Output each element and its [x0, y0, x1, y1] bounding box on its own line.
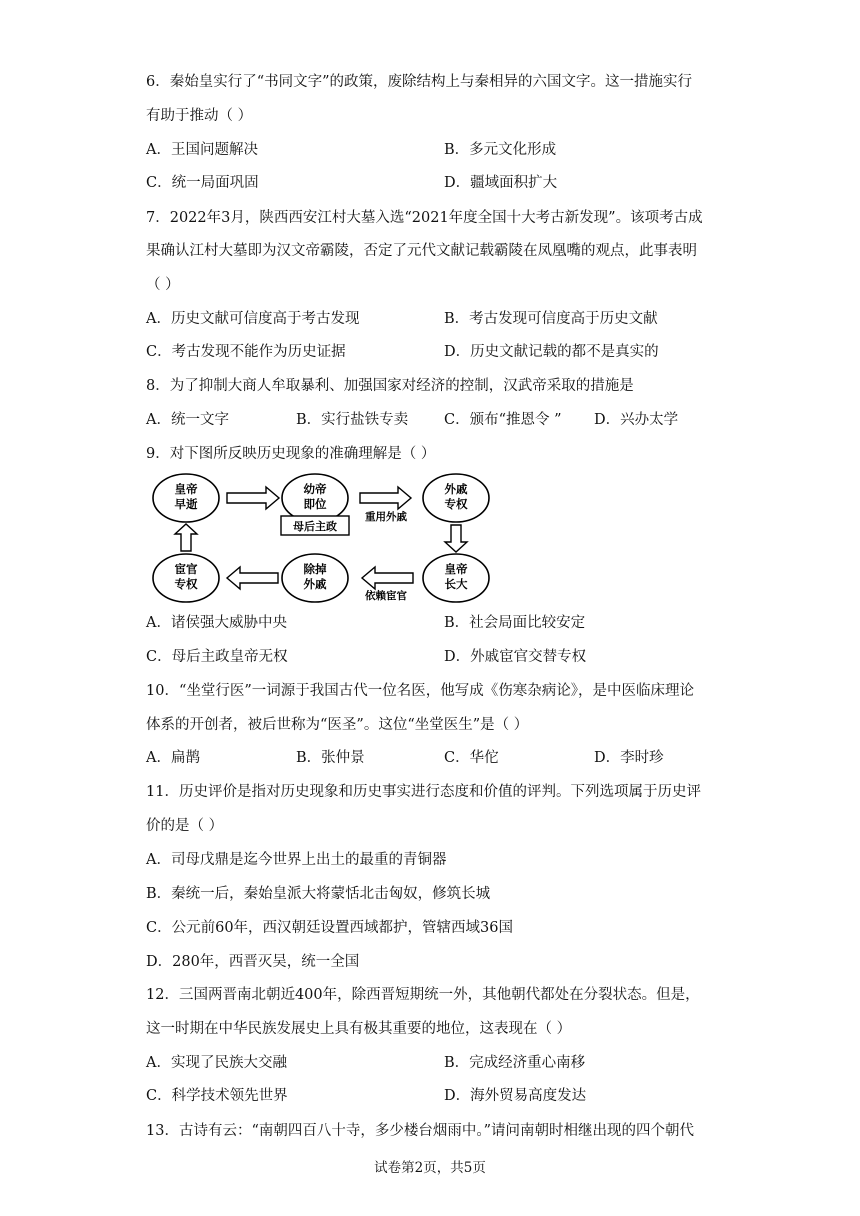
q6-stem-line1: 6．秦始皇实行了“书同文字”的政策，废除结构上与秦相异的六国文字。这一措施实行	[146, 74, 693, 90]
node-label: 幼帝	[303, 482, 327, 496]
node-label: 专权	[174, 577, 198, 591]
q12-stem-line2: 这一时期在中华民族发展史上具有极其重要的地位，这表现在（ ）	[146, 1021, 572, 1037]
q7-option-b[interactable]: B．考古发现可信度高于历史文献	[444, 311, 658, 327]
node-label: 早逝	[174, 497, 198, 511]
q7-option-c[interactable]: C．考古发现不能作为历史证据	[146, 344, 346, 360]
q10-option-c[interactable]: C．华佗	[444, 750, 499, 766]
node-label: 专权	[444, 497, 468, 511]
arrow-down-icon	[445, 525, 467, 552]
q8-option-d[interactable]: D．兴办太学	[594, 412, 679, 428]
arrow-label: 依赖宦官	[365, 590, 407, 602]
box-label: 母后主政	[293, 520, 337, 533]
arrow-right-icon	[360, 487, 411, 509]
q12-option-a[interactable]: A．实现了民族大交融	[146, 1055, 287, 1071]
arrow-left-icon	[362, 567, 413, 589]
q9-option-b[interactable]: B．社会局面比较安定	[444, 615, 586, 631]
node-label: 皇帝	[444, 562, 468, 576]
arrow-left-icon	[227, 567, 278, 589]
q7-option-a[interactable]: A．历史文献可信度高于考古发现	[146, 311, 360, 327]
node-label: 即位	[303, 497, 327, 511]
q6-option-c[interactable]: C．统一局面巩固	[146, 175, 259, 191]
q11-option-a[interactable]: A．司母戊鼎是迄今世界上出土的最重的青铜器	[146, 852, 447, 868]
q8-option-b[interactable]: B．实行盐铁专卖	[296, 412, 409, 428]
q6-option-d[interactable]: D．疆域面积扩大	[444, 175, 558, 191]
q10-stem-line1: 10．“坐堂行医”一词源于我国古代一位名医，他写成《伤寒杂病论》，是中医临床理论	[146, 683, 695, 699]
q7-stem-line3: （ ）	[146, 277, 180, 293]
q11-stem-line1: 11．历史评价是指对历史现象和历史事实进行态度和价值的评判。下列选项属于历史评	[146, 784, 701, 800]
q9-option-c[interactable]: C．母后主政皇帝无权	[146, 649, 288, 665]
q10-option-a[interactable]: A．扁鹊	[146, 750, 200, 766]
arrow-up-icon	[175, 524, 197, 551]
q11-option-d[interactable]: D．280年，西晋灭吴，统一全国	[146, 954, 360, 970]
q12-option-c[interactable]: C．科学技术领先世界	[146, 1088, 288, 1104]
q12-option-d[interactable]: D．海外贸易高度发达	[444, 1088, 587, 1104]
q9-option-a[interactable]: A．诸侯强大威胁中央	[146, 615, 287, 631]
q7-stem-line2: 果确认江村大墓即为汉文帝霸陵，否定了元代文献记载霸陵在凤凰嘴的观点，此事表明	[146, 243, 697, 259]
arrow-label: 重用外戚	[365, 511, 407, 523]
q7-stem-line1: 7．2022年3月，陕西西安江村大墓入选“2021年度全国十大考古新发现”。该项考古成	[146, 210, 703, 226]
q8-option-a[interactable]: A．统一文字	[146, 412, 229, 428]
q6-option-a[interactable]: A．王国问题解决	[146, 142, 258, 158]
q9-cycle-diagram	[148, 472, 500, 604]
q12-option-b[interactable]: B．完成经济重心南移	[444, 1055, 586, 1071]
node-label: 皇帝	[174, 482, 198, 496]
q11-stem-line2: 价的是（ ）	[146, 818, 224, 834]
q9-option-d[interactable]: D．外戚宦官交替专权	[444, 649, 587, 665]
node-label: 宦官	[174, 562, 198, 576]
node-label: 外戚	[303, 577, 327, 591]
q12-stem-line1: 12．三国两晋南北朝近400年，除西晋短期统一外，其他朝代都处在分裂状态。但是，	[146, 987, 700, 1003]
q8-stem-line1: 8．为了抑制大商人牟取暴利、加强国家对经济的控制，汉武帝采取的措施是	[146, 378, 634, 394]
page-footer: 试卷第2页，共5页	[374, 1160, 486, 1176]
q11-option-c[interactable]: C．公元前60年，西汉朝廷设置西域都护，管辖西域36国	[146, 920, 513, 936]
q7-option-d[interactable]: D．历史文献记载的都不是真实的	[444, 344, 659, 360]
q6-stem-line2: 有助于推动（ ）	[146, 108, 253, 124]
q11-option-b[interactable]: B．秦统一后，秦始皇派大将蒙恬北击匈奴，修筑长城	[146, 886, 491, 902]
q10-option-d[interactable]: D．李时珍	[594, 750, 664, 766]
q8-option-c[interactable]: C．颁布“推恩令 ”	[444, 412, 562, 428]
arrow-right-icon	[227, 487, 279, 509]
node-label: 除掉	[303, 562, 327, 576]
node-label: 长大	[444, 577, 468, 591]
q13-stem-line1: 13．古诗有云：“南朝四百八十寺，多少楼台烟雨中。”请问南朝时相继出现的四个朝代	[146, 1123, 695, 1139]
q10-option-b[interactable]: B．张仲景	[296, 750, 365, 766]
q9-stem-line1: 9．对下图所反映历史现象的准确理解是（ ）	[146, 446, 436, 462]
node-label: 外戚	[444, 482, 468, 496]
q6-option-b[interactable]: B．多元文化形成	[444, 142, 557, 158]
q10-stem-line2: 体系的开创者，被后世称为“医圣”。这位“坐堂医生”是（ ）	[146, 717, 529, 733]
